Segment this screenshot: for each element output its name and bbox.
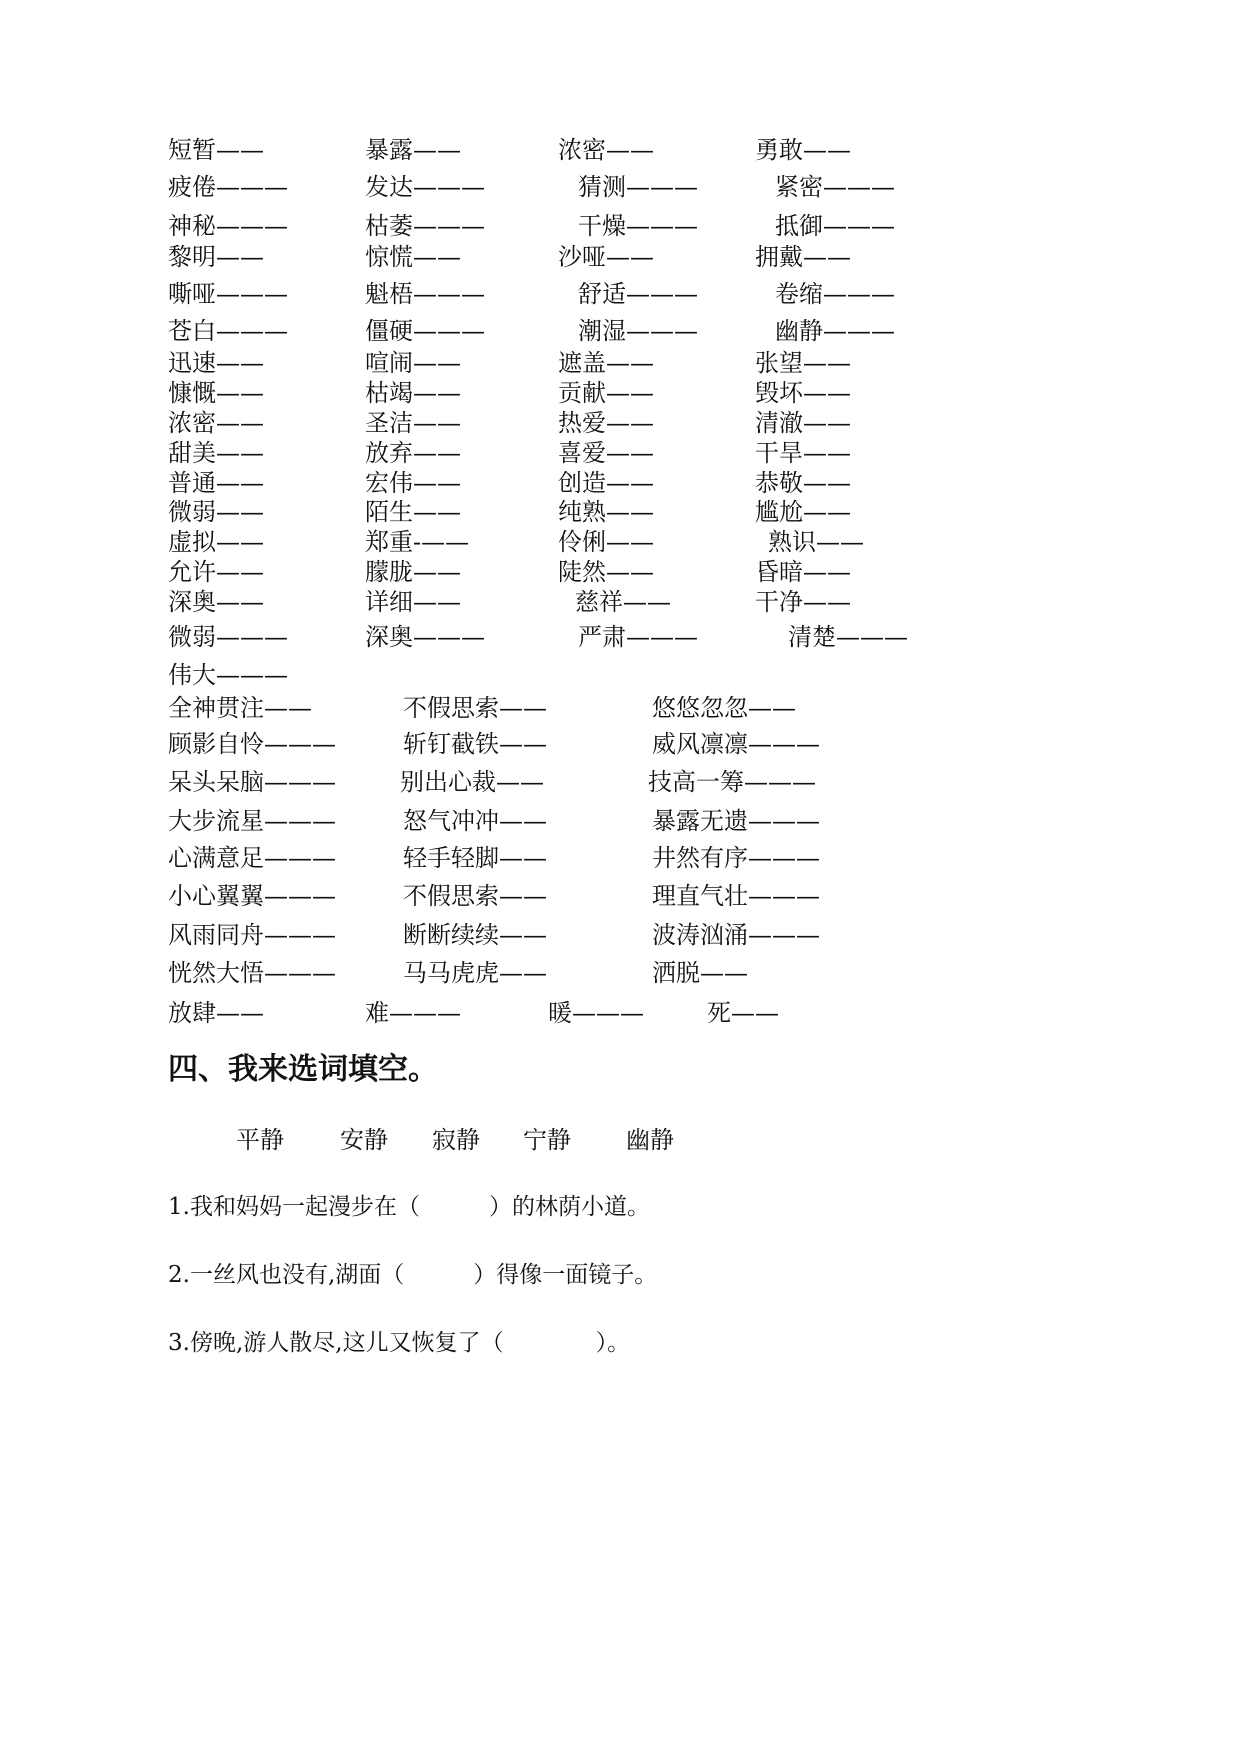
antonym-item: 放弃—— (365, 439, 461, 467)
antonym-item: 伟大——— (168, 661, 288, 689)
idiom-item: 轻手轻脚—— (403, 844, 547, 872)
antonym-item: 朦胧—— (365, 558, 461, 586)
antonym-item: 慈祥—— (575, 588, 671, 616)
antonym-item: 迅速—— (168, 349, 264, 377)
idiom-item: 全神贯注—— (168, 694, 312, 722)
antonym-item: 短暂—— (168, 136, 264, 164)
antonym-item: 死—— (707, 999, 779, 1027)
idiom-item: 怒气冲冲—— (403, 807, 547, 835)
antonym-item: 伶俐—— (558, 528, 654, 556)
antonym-item: 遮盖—— (558, 349, 654, 377)
antonym-item: 苍白——— (168, 317, 288, 345)
antonym-item: 圣洁—— (365, 409, 461, 437)
antonym-item: 清澈—— (755, 409, 851, 437)
antonym-item: 浓密—— (558, 136, 654, 164)
antonym-item: 黎明—— (168, 243, 264, 271)
antonym-item: 喧闹—— (365, 349, 461, 377)
antonym-item: 僵硬——— (365, 317, 485, 345)
idiom-item: 顾影自怜——— (168, 730, 336, 758)
antonym-item: 拥戴—— (755, 243, 851, 271)
antonym-item: 暖——— (548, 999, 644, 1027)
word-bank-item: 幽静 (626, 1126, 674, 1154)
antonym-item: 详细—— (365, 588, 461, 616)
antonym-item: 枯萎——— (365, 212, 485, 240)
antonym-item: 潮湿——— (578, 317, 698, 345)
idiom-item: 威风凛凛——— (652, 730, 820, 758)
section-title: 四、我来选词填空。 (168, 1052, 438, 1087)
antonym-item: 干净—— (755, 588, 851, 616)
antonym-item: 抵御——— (775, 212, 895, 240)
antonym-item: 张望—— (755, 349, 851, 377)
antonym-item: 纯熟—— (558, 498, 654, 526)
antonym-item: 昏暗—— (755, 558, 851, 586)
antonym-item: 勇敢—— (755, 136, 851, 164)
antonym-item: 幽静——— (775, 317, 895, 345)
word-bank-item: 宁静 (523, 1126, 571, 1154)
antonym-item: 允许—— (168, 558, 264, 586)
antonym-item: 创造—— (558, 469, 654, 497)
antonym-item: 暴露—— (365, 136, 461, 164)
antonym-item: 舒适——— (578, 280, 698, 308)
antonym-item: 熟识—— (768, 528, 864, 556)
idiom-item: 恍然大悟——— (168, 959, 336, 987)
idiom-item: 技高一筹——— (648, 768, 816, 796)
idiom-item: 马马虎虎—— (403, 959, 547, 987)
antonym-item: 慷慨—— (168, 379, 264, 407)
idiom-item: 暴露无遗——— (652, 807, 820, 835)
antonym-item: 毁坏—— (755, 379, 851, 407)
antonym-item: 深奥—— (168, 588, 264, 616)
idiom-item: 理直气壮——— (652, 882, 820, 910)
antonym-item: 卷缩——— (775, 280, 895, 308)
idiom-item: 洒脱—— (652, 959, 748, 987)
antonym-item: 干燥——— (578, 212, 698, 240)
word-bank-item: 平静 (236, 1126, 284, 1154)
idiom-item: 呆头呆脑——— (168, 768, 336, 796)
idiom-item: 井然有序——— (652, 844, 820, 872)
antonym-item: 枯竭—— (365, 379, 461, 407)
antonym-item: 甜美—— (168, 439, 264, 467)
antonym-item: 魁梧——— (365, 280, 485, 308)
antonym-item: 难——— (365, 999, 461, 1027)
antonym-item: 尴尬—— (755, 498, 851, 526)
antonym-item: 惊慌—— (365, 243, 461, 271)
antonym-item: 虚拟—— (168, 528, 264, 556)
antonym-item: 微弱——— (168, 623, 288, 651)
antonym-item: 深奥——— (365, 623, 485, 651)
antonym-item: 嘶哑——— (168, 280, 288, 308)
antonym-item: 宏伟—— (365, 469, 461, 497)
antonym-item: 疲倦——— (168, 173, 288, 201)
antonym-item: 神秘——— (168, 212, 288, 240)
antonym-item: 微弱—— (168, 498, 264, 526)
antonym-item: 干旱—— (755, 439, 851, 467)
idiom-item: 风雨同舟——— (168, 921, 336, 949)
idiom-item: 悠悠忽忽—— (652, 694, 796, 722)
antonym-item: 陡然—— (558, 558, 654, 586)
idiom-item: 不假思索—— (403, 882, 547, 910)
idiom-item: 不假思索—— (403, 694, 547, 722)
antonym-item: 放肆—— (168, 999, 264, 1027)
antonym-item: 喜爱—— (558, 439, 654, 467)
antonym-item: 沙哑—— (558, 243, 654, 271)
idiom-item: 大步流星——— (168, 807, 336, 835)
word-bank-item: 寂静 (432, 1126, 480, 1154)
idiom-item: 心满意足——— (168, 844, 336, 872)
antonym-item: 猜测——— (578, 173, 698, 201)
idiom-item: 波涛汹涌——— (652, 921, 820, 949)
antonym-item: 浓密—— (168, 409, 264, 437)
word-bank-item: 安静 (340, 1126, 388, 1154)
question-item: 1.我和妈妈一起漫步在（ ）的林荫小道。 (168, 1194, 650, 1220)
antonym-item: 严肃——— (578, 623, 698, 651)
idiom-item: 断断续续—— (403, 921, 547, 949)
antonym-item: 紧密——— (775, 173, 895, 201)
antonym-item: 陌生—— (365, 498, 461, 526)
question-item: 2.一丝风也没有,湖面（ ）得像一面镜子。 (168, 1262, 658, 1288)
antonym-item: 贡献—— (558, 379, 654, 407)
antonym-item: 清楚——— (788, 623, 908, 651)
question-item: 3.傍晚,游人散尽,这儿又恢复了（ ）。 (168, 1330, 631, 1356)
antonym-item: 郑重-—— (365, 528, 470, 556)
idiom-item: 斩钉截铁—— (403, 730, 547, 758)
idiom-item: 小心翼翼——— (168, 882, 336, 910)
antonym-item: 恭敬—— (755, 469, 851, 497)
antonym-item: 热爱—— (558, 409, 654, 437)
antonym-item: 发达——— (365, 173, 485, 201)
antonym-item: 普通—— (168, 469, 264, 497)
idiom-item: 别出心裁—— (400, 768, 544, 796)
